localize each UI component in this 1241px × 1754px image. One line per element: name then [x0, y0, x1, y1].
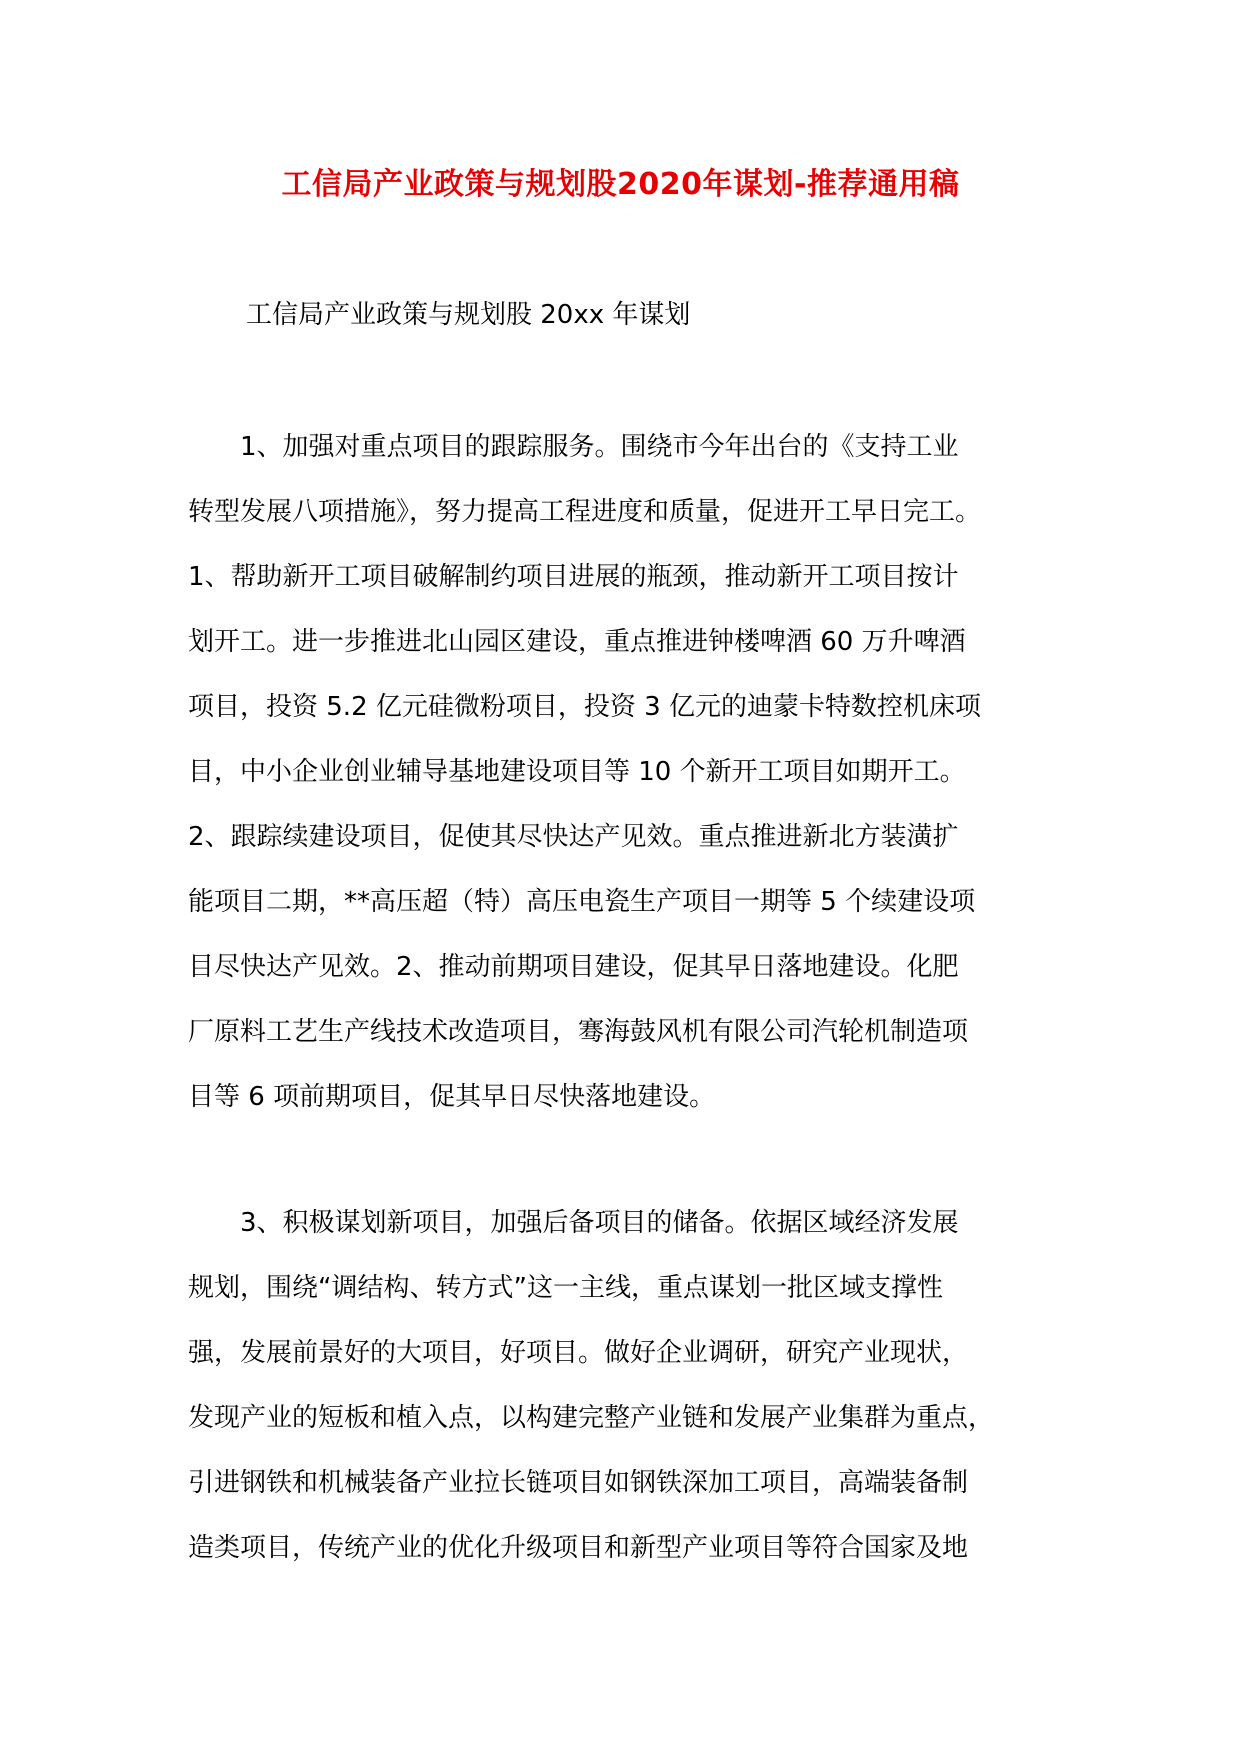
document-subtitle: 工信局产业政策与规划股 20xx 年谋划 — [246, 300, 691, 330]
body-paragraph-2 — [188, 1191, 1072, 1581]
paragraph-line: 能项目二期，**高压超（特）高压电瓷生产项目一期等 5 个续建设项 — [188, 887, 976, 917]
body-paragraph-1 — [188, 415, 1072, 1130]
paragraph-line: 1、帮助新开工项目破解制约项目进展的瓶颈，推动新开工项目按计 — [188, 562, 959, 592]
paragraph-line: 3、积极谋划新项目，加强后备项目的储备。依据区域经济发展 — [188, 1208, 959, 1238]
paragraph-line: 1、加强对重点项目的跟踪服务。围绕市今年出台的《支持工业 — [188, 432, 959, 462]
paragraph-line: 转型发展八项措施》，努力提高工程进度和质量，促进开工早日完工。 — [188, 497, 982, 527]
paragraph-line: 规划，围绕“调结构、转方式”这一主线，重点谋划一批区域支撑性 — [188, 1273, 943, 1303]
paragraph-line: 造类项目，传统产业的优化升级项目和新型产业项目等符合国家及地 — [188, 1533, 969, 1563]
paragraph-line: 2、跟踪续建设项目，促使其尽快达产见效。重点推进新北方装潢扩 — [188, 822, 959, 852]
paragraph-line: 厂原料工艺生产线技术改造项目，骞海鼓风机有限公司汽轮机制造项 — [188, 1017, 969, 1047]
paragraph-line: 目等 6 项前期项目，促其早日尽快落地建设。 — [188, 1082, 716, 1112]
paragraph-line: 划开工。进一步推进北山园区建设，重点推进钟楼啤酒 60 万升啤酒 — [188, 627, 966, 657]
paragraph-line: 项目，投资 5.2 亿元硅微粉项目，投资 3 亿元的迪蒙卡特数控机床项 — [188, 692, 981, 722]
paragraph-line: 目尽快达产见效。2、推动前期项目建设，促其早日落地建设。化肥 — [188, 952, 959, 982]
paragraph-line: 强，发展前景好的大项目，好项目。做好企业调研，研究产业现状， — [188, 1338, 969, 1368]
document-title: 工信局产业政策与规划股2020年谋划-推荐通用稿 — [281, 167, 960, 202]
paragraph-line: 目，中小企业创业辅导基地建设项目等 10 个新开工项目如期开工。 — [188, 757, 966, 787]
paragraph-line: 发现产业的短板和植入点，以构建完整产业链和发展产业集群为重点， — [188, 1403, 995, 1433]
paragraph-line: 引进钢铁和机械装备产业拉长链项目如钢铁深加工项目，高端装备制 — [188, 1468, 969, 1498]
